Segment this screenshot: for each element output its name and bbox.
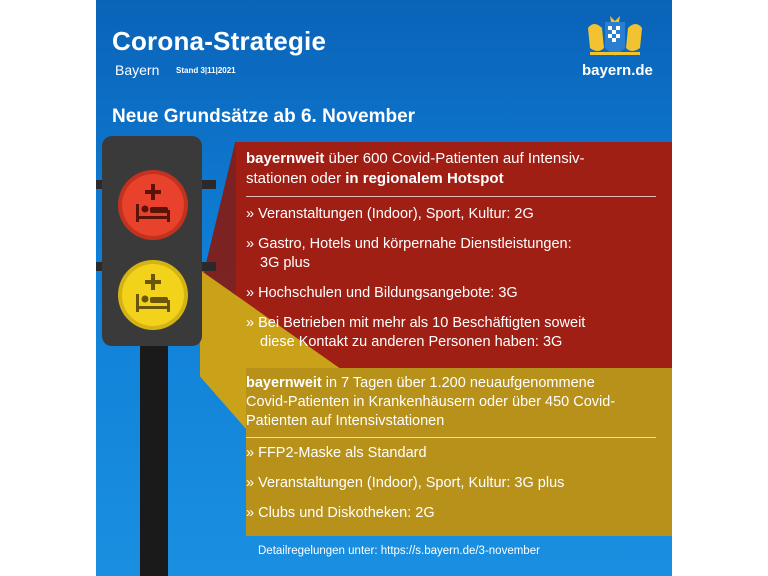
traffic-light-pole: [140, 330, 168, 576]
list-item: » Gastro, Hotels und körpernahe Dienstleistungen:: [246, 236, 572, 252]
brand-link[interactable]: bayern.de: [582, 62, 653, 79]
hospital-bed-icon: [122, 264, 184, 326]
footer-link[interactable]: Detailregelungen unter: https://s.bayern.de/3-november: [258, 545, 540, 557]
red-lamp: [122, 174, 184, 236]
bavaria-crest-icon: [582, 14, 648, 58]
list-item: » Veranstaltungen (Indoor), Sport, Kultur: 3G plus: [246, 475, 565, 491]
red-intro-line-1: [246, 150, 585, 168]
yellow-lamp: [122, 264, 184, 326]
red-divider: [246, 196, 656, 197]
red-intro-text: stationen oder: [246, 170, 346, 187]
region-label: Bayern: [115, 62, 160, 78]
list-item: » Veranstaltungen (Indoor), Sport, Kultur: 2G: [246, 206, 534, 222]
red-intro-bold: bayernweit: [246, 150, 325, 167]
headline: Neue Grundsätze ab 6. November: [112, 106, 416, 127]
list-item: » Bei Betrieben mit mehr als 10 Beschäftigten soweit: [246, 315, 586, 331]
list-item: » FFP2-Maske als Standard: [246, 445, 427, 461]
yellow-intro-line-3: Patienten auf Intensivstationen: [246, 413, 445, 429]
red-intro-line-2: [246, 170, 504, 188]
yellow-intro-line-1: [246, 374, 595, 392]
red-intro-text: über 600 Covid-Patienten auf Intensiv-: [324, 150, 585, 167]
red-intro-bold: in regionalem Hotspot: [345, 170, 504, 187]
list-item: diese Kontakt zu anderen Personen haben: 3G: [260, 334, 563, 350]
yellow-intro-line-2: Covid-Patienten in Krankenhäusern oder über 450 Covid-: [246, 394, 616, 410]
list-item: 3G plus: [260, 255, 310, 271]
poster: [96, 0, 672, 576]
list-item: » Hochschulen und Bildungsangebote: 3G: [246, 285, 518, 301]
list-item: » Clubs und Diskotheken: 2G: [246, 505, 435, 521]
date-label: Stand 3|11|2021: [176, 66, 236, 75]
hospital-bed-icon: [122, 174, 184, 236]
yellow-divider: [246, 437, 656, 438]
page-title: Corona-Strategie: [112, 26, 327, 56]
yellow-intro-bold: bayernweit: [246, 375, 322, 391]
yellow-intro-text: in 7 Tagen über 1.200 neuaufgenommene: [321, 375, 595, 391]
